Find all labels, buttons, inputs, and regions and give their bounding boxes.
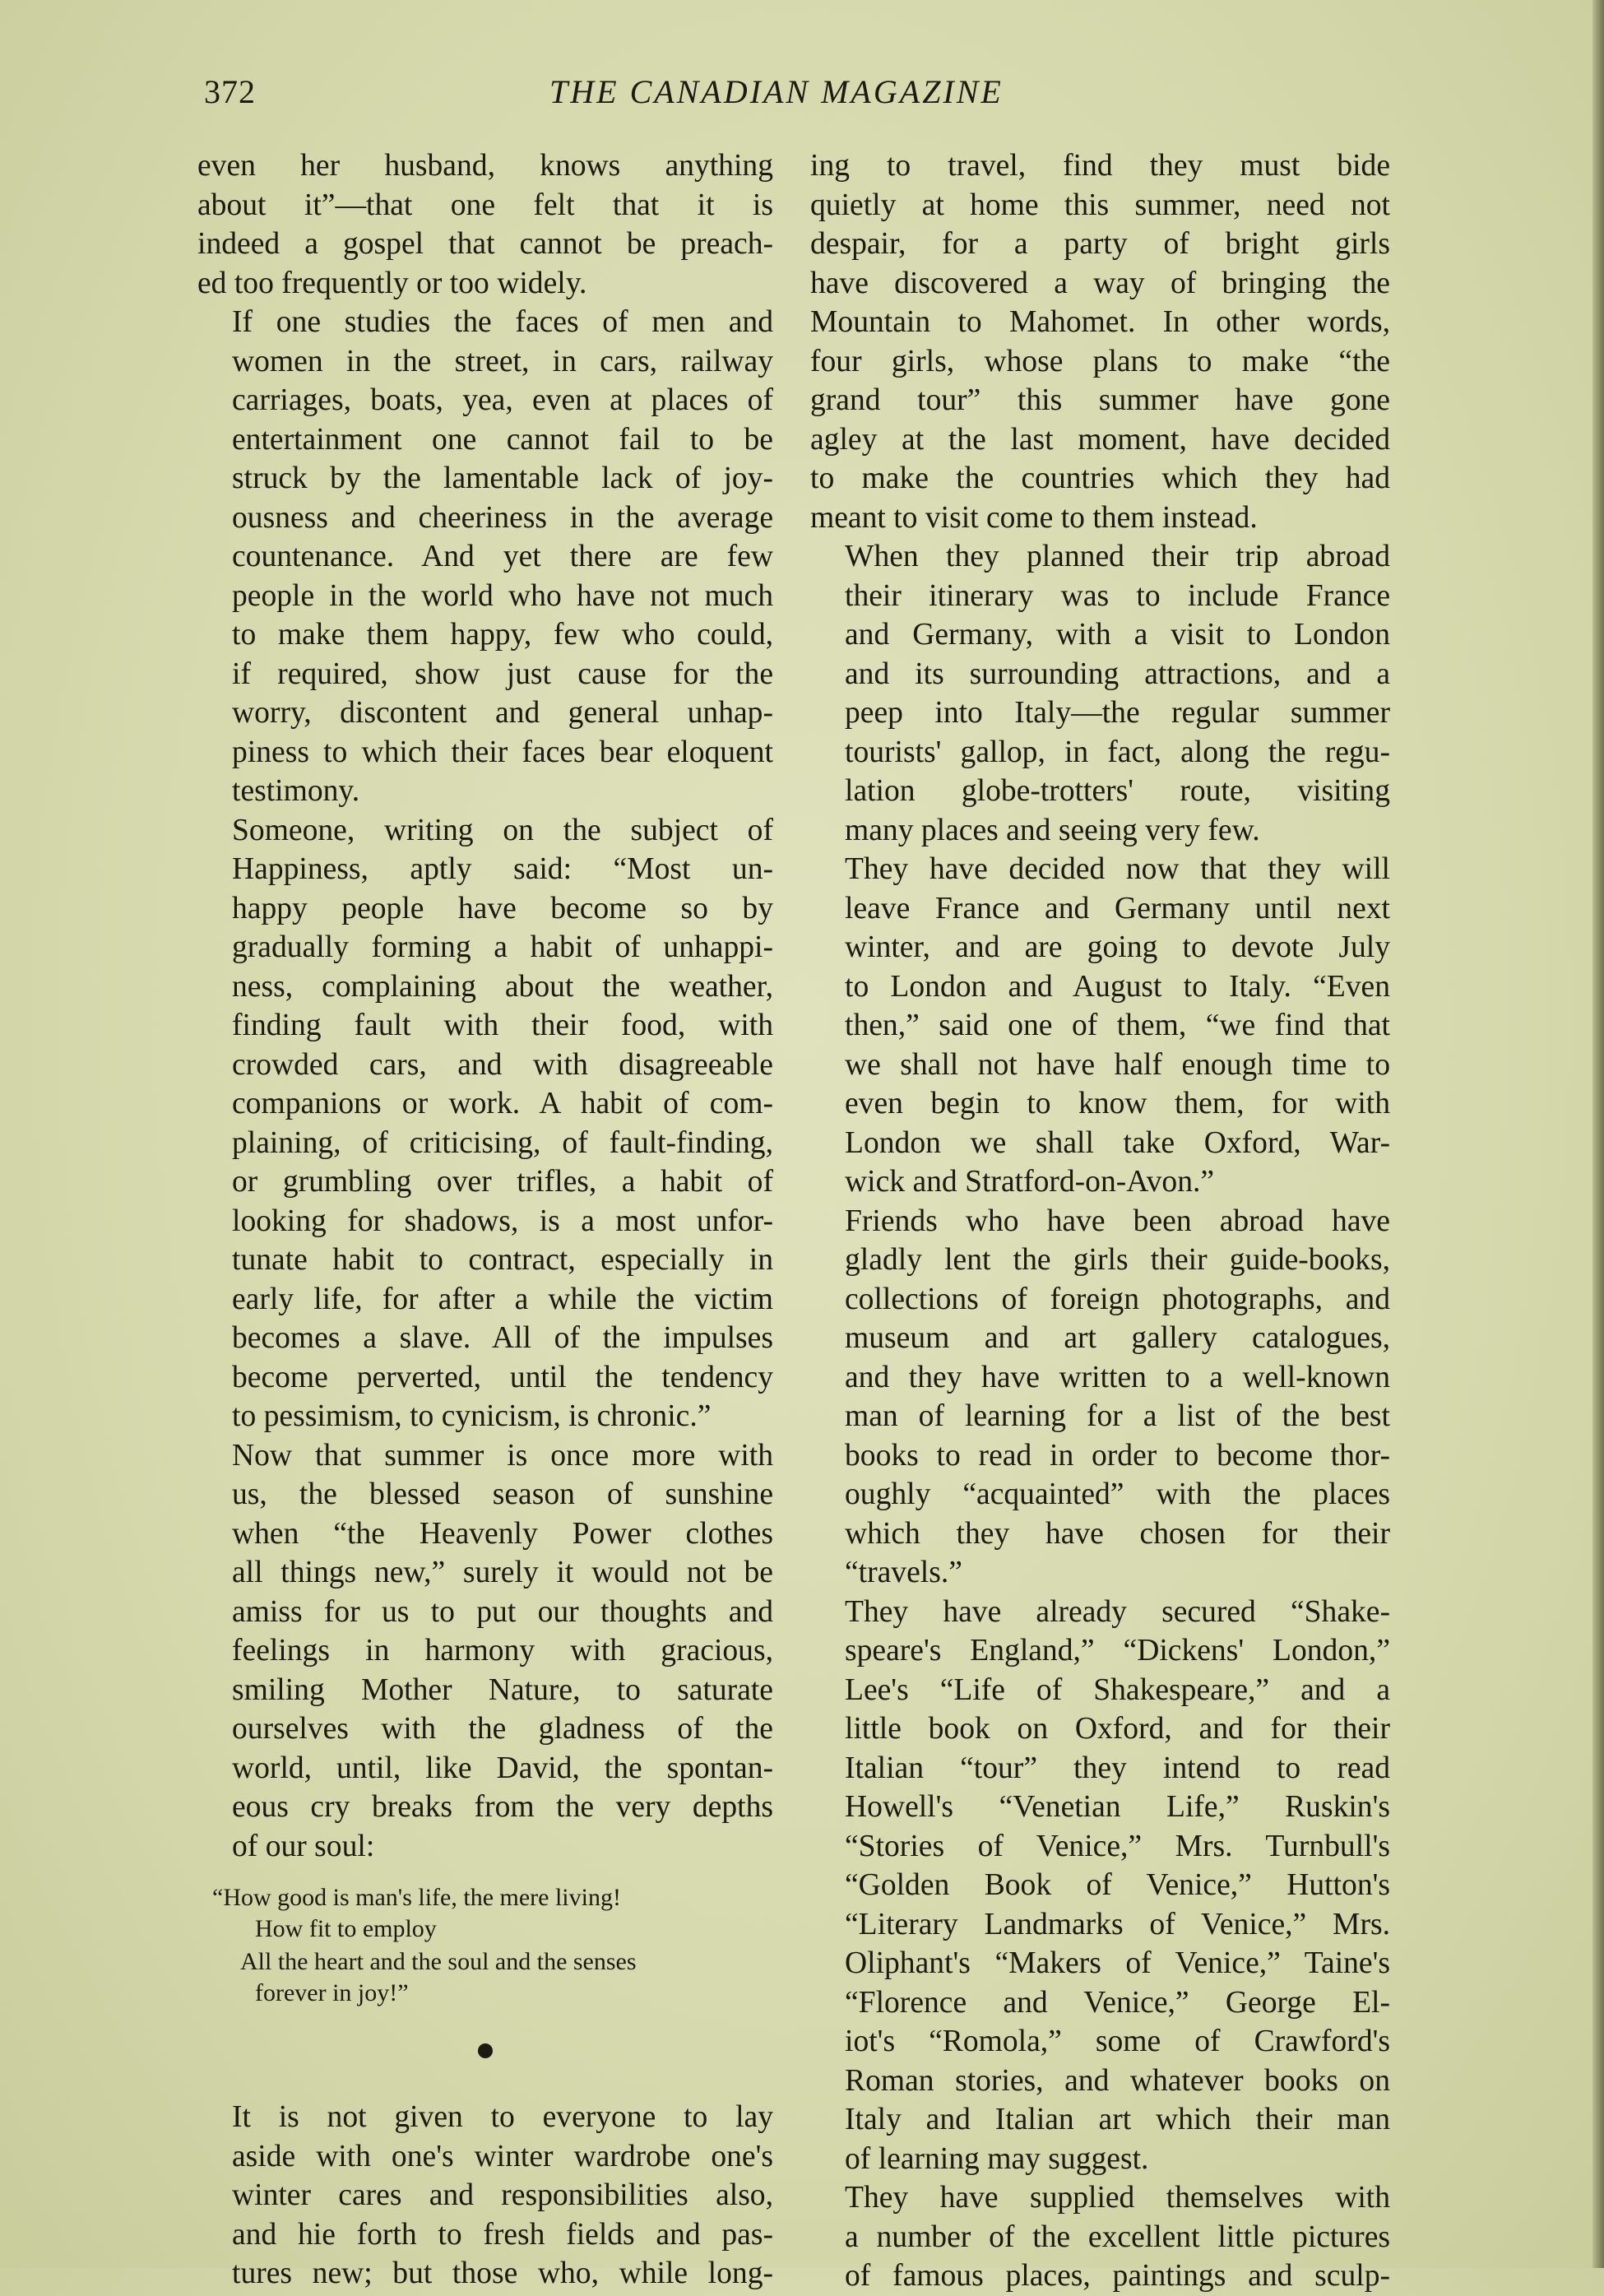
text-line: then,” said one of them, “we find that <box>845 1009 1390 1042</box>
text-line: “Golden Book of Venice,” Hutton's <box>845 1868 1390 1902</box>
text-line: museum and art gallery catalogues, <box>845 1321 1390 1355</box>
text-line: amiss for us to put our thoughts and <box>232 1594 773 1629</box>
text-line: Oliphant's “Makers of Venice,” Taine's <box>845 1946 1390 1980</box>
text-line: countenance. And yet there are few <box>232 540 773 573</box>
paragraph <box>197 146 773 303</box>
text-line: leave France and Germany until next <box>845 891 1390 925</box>
text-line: winter cares and responsibilities also, <box>232 2178 773 2212</box>
text-line: we shall not have half enough time to <box>845 1047 1390 1082</box>
text-line: of our soul: <box>232 1829 375 1863</box>
text-line: all things new,” surely it would not be <box>232 1556 773 1589</box>
paragraph <box>810 146 1390 537</box>
left-column <box>197 146 773 2294</box>
text-line: If one studies the faces of men and <box>232 305 773 339</box>
paragraph <box>197 1436 773 1867</box>
running-header <box>204 72 1388 122</box>
text-line: oughly “acquainted” with the places <box>845 1477 1390 1511</box>
text-line: many places and seeing very few. <box>845 813 1260 847</box>
text-line: people in the world who have not much <box>232 578 773 613</box>
text-line: and they have written to a well-known <box>845 1360 1390 1394</box>
text-line: eous cry breaks from the very depths <box>232 1790 773 1824</box>
text-line: ed too frequently or too widely. <box>197 266 587 300</box>
text-line: agley at the last moment, have decided <box>810 422 1390 457</box>
text-line: winter, and are going to devote July <box>845 930 1390 964</box>
text-line: carriages, boats, yea, even at places of <box>232 383 773 417</box>
page-edge <box>1592 0 1604 2268</box>
text-line: wick and Stratford-on-Avon.” <box>845 1165 1215 1199</box>
text-line: “Stories of Venice,” Mrs. Turnbull's <box>845 1829 1390 1863</box>
text-line: struck by the lamentable lack of joy- <box>232 462 773 495</box>
text-line: women in the street, in cars, railway <box>232 344 773 378</box>
text-line: us, the blessed season of sunshine <box>232 1477 773 1511</box>
paragraph <box>810 537 1390 850</box>
paragraph <box>810 2178 1390 2296</box>
text-line: which they have chosen for their <box>845 1516 1390 1551</box>
text-line: even begin to know them, for with <box>845 1087 1390 1120</box>
text-line: of learning may suggest. <box>845 2141 1149 2176</box>
text-line: Roman stories, and whatever books on <box>845 2063 1390 2098</box>
text-line: books to read in order to become thor- <box>845 1438 1390 1473</box>
text-line: Mountain to Mahomet. In other words, <box>810 305 1390 339</box>
text-line: quietly at home this summer, need not <box>810 188 1390 222</box>
text-line: or grumbling over trifles, a habit of <box>232 1165 773 1199</box>
text-line: “Florence and Venice,” George El- <box>845 1985 1390 2020</box>
text-line: piness to which their faces bear eloquent <box>232 735 773 769</box>
text-line: tures new; but those who, while long- <box>232 2257 773 2290</box>
poem-line: All the heart and the soul and the senses <box>240 1948 637 1975</box>
text-line: They have decided now that they will <box>845 852 1390 886</box>
text-line: grand tour” this summer have gone <box>810 383 1390 417</box>
poem-quotation <box>212 1882 773 2009</box>
paragraph <box>810 850 1390 1202</box>
page-number: 372 <box>204 73 256 110</box>
text-line: of famous places, paintings and sculp- <box>845 2259 1390 2293</box>
text-line: when “the Heavenly Power clothes <box>232 1516 773 1551</box>
text-line: man of learning for a list of the best <box>845 1399 1390 1433</box>
text-line: speare's England,” “Dickens' London,” <box>845 1634 1390 1667</box>
paragraph <box>810 1593 1390 2179</box>
text-line: tourists' gallop, in fact, along the regu- <box>845 735 1390 769</box>
text-line: tunate habit to contract, especially in <box>232 1243 773 1277</box>
paragraph <box>197 2098 773 2294</box>
text-line: becomes a slave. All of the impulses <box>232 1321 773 1355</box>
right-column <box>810 146 1390 2296</box>
text-line: testimony. <box>232 774 360 808</box>
poem-line: forever in joy!” <box>255 1979 409 2006</box>
text-line: “travels.” <box>845 1556 962 1589</box>
text-line: gladly lent the girls their guide-books, <box>845 1243 1390 1277</box>
text-line: despair, for a party of bright girls <box>810 227 1390 261</box>
text-line: ness, complaining about the weather, <box>232 969 773 1004</box>
text-line: When they planned their trip abroad <box>845 540 1390 573</box>
text-line: early life, for after a while the victim <box>232 1282 773 1316</box>
text-line: and its surrounding attractions, and a <box>845 656 1390 691</box>
text-line: ourselves with the gladness of the <box>232 1712 773 1746</box>
text-line: looking for shadows, is a most unfor- <box>232 1204 773 1238</box>
text-line: aside with one's winter wardrobe one's <box>232 2139 773 2173</box>
text-line: collections of foreign photographs, and <box>845 1282 1390 1316</box>
text-line: have discovered a way of bringing the <box>810 266 1390 300</box>
text-line: It is not given to everyone to lay <box>232 2100 773 2134</box>
text-line: Italy and Italian art which their man <box>845 2103 1390 2136</box>
text-line: London we shall take Oxford, War- <box>845 1125 1390 1160</box>
paragraph <box>197 811 773 1436</box>
text-line: iot's “Romola,” some of Crawford's <box>845 2025 1390 2058</box>
text-line: Howell's “Venetian Life,” Ruskin's <box>845 1790 1390 1824</box>
text-line: entertainment one cannot fail to be <box>232 422 773 457</box>
text-line: lation globe-trotters' route, visiting <box>845 774 1390 808</box>
text-line: Happiness, aptly said: “Most un- <box>232 852 773 886</box>
text-line: and Germany, with a visit to London <box>845 618 1390 652</box>
text-line: Someone, writing on the subject of <box>232 813 773 847</box>
paragraph <box>197 303 773 811</box>
text-line: little book on Oxford, and for their <box>845 1712 1390 1746</box>
text-line: Friends who have been abroad have <box>845 1204 1390 1238</box>
paragraph <box>810 1202 1390 1593</box>
section-divider-dot <box>478 2043 493 2058</box>
text-line: if required, show just cause for the <box>232 656 773 691</box>
text-line: finding fault with their food, with <box>232 1009 773 1042</box>
text-line: Now that summer is once more with <box>232 1438 773 1473</box>
text-line: They have supplied themselves with <box>845 2181 1390 2215</box>
text-line: indeed a gospel that cannot be preach- <box>197 227 773 261</box>
text-line: peep into Italy—the regular summer <box>845 696 1390 730</box>
text-line: to pessimism, to cynicism, is chronic.” <box>232 1399 712 1433</box>
running-title: THE CANADIAN MAGAZINE <box>549 73 1004 110</box>
text-line: to make them happy, few who could, <box>232 618 773 652</box>
text-line: ing to travel, find they must bide <box>810 149 1390 183</box>
text-line: gradually forming a habit of unhappi- <box>232 930 773 964</box>
text-line: world, until, like David, the spontan- <box>232 1751 773 1785</box>
text-line: a number of the excellent little pictures <box>845 2219 1390 2254</box>
text-line: They have already secured “Shake- <box>845 1594 1390 1629</box>
text-line: four girls, whose plans to make “the <box>810 344 1390 378</box>
text-line: to London and August to Italy. “Even <box>845 969 1390 1004</box>
text-line: about it”—that one felt that it is <box>197 188 773 222</box>
text-line: ousness and cheeriness in the average <box>232 500 773 535</box>
text-line: companions or work. A habit of com- <box>232 1087 773 1120</box>
text-line: their itinerary was to include France <box>845 578 1390 613</box>
text-line: Italian “tour” they intend to read <box>845 1751 1390 1785</box>
text-line: and hie forth to fresh fields and pas- <box>232 2217 773 2252</box>
text-line: feelings in harmony with gracious, <box>232 1634 773 1667</box>
text-line: to make the countries which they had <box>810 462 1390 495</box>
text-line: become perverted, until the tendency <box>232 1360 773 1394</box>
poem-line: How fit to employ <box>255 1915 437 1942</box>
poem-line: “How good is man's life, the mere living! <box>212 1884 621 1911</box>
text-line: smiling Mother Nature, to saturate <box>232 1672 773 1707</box>
text-line: even her husband, knows anything <box>197 149 773 183</box>
text-line: plaining, of criticising, of fault-finding, <box>232 1125 773 1160</box>
text-line: “Literary Landmarks of Venice,” Mrs. <box>845 1907 1390 1941</box>
text-line: happy people have become so by <box>232 891 773 925</box>
text-line: Lee's “Life of Shakespeare,” and a <box>845 1672 1390 1707</box>
text-line: meant to visit come to them instead. <box>810 500 1258 535</box>
text-line: crowded cars, and with disagreeable <box>232 1047 773 1082</box>
text-line: worry, discontent and general unhap- <box>232 696 773 730</box>
